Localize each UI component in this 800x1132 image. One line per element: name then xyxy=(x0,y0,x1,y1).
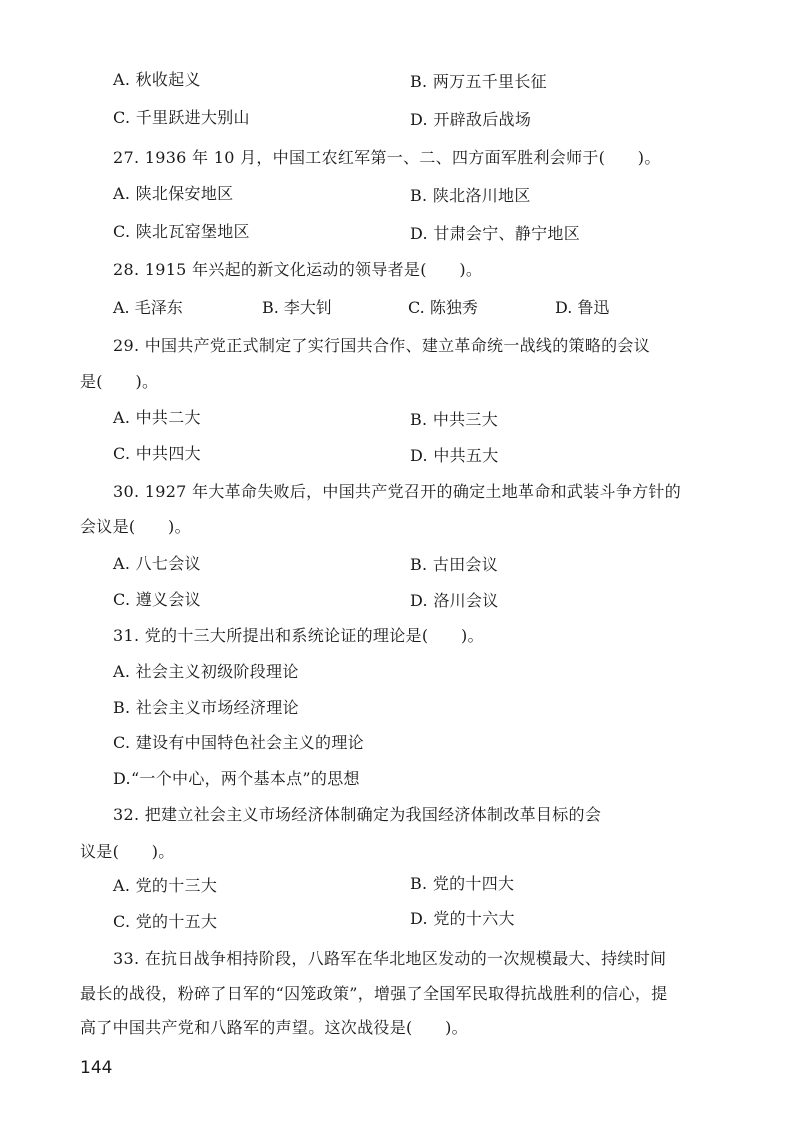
question-28-option-c: C. 陈独秀 xyxy=(408,298,478,317)
page-number: 144 xyxy=(80,1058,113,1078)
question-31-option-b: B. 社会主义市场经济理论 xyxy=(113,698,299,717)
question-28-stem: 28. 1915 年兴起的新文化运动的领导者是( )。 xyxy=(113,260,483,279)
question-30-stem-line-1: 30. 1927 年大革命失败后，中国共产党召开的确定土地革命和武装斗争方针的 xyxy=(113,482,682,501)
question-31-option-d: D.“一个中心，两个基本点”的思想 xyxy=(113,769,360,788)
question-31-option-c: C. 建设有中国特色社会主义的理论 xyxy=(113,733,364,752)
option-d: D. 开辟敌后战场 xyxy=(410,110,532,129)
question-32-option-b: B. 党的十四大 xyxy=(410,874,515,893)
question-28-option-b: B. 李大钊 xyxy=(262,298,332,317)
question-29-option-a: A. 中共二大 xyxy=(113,408,201,427)
question-27-option-c: C. 陕北瓦窑堡地区 xyxy=(113,222,250,241)
question-33-stem-line-1: 33. 在抗日战争相持阶段，八路军在华北地区发动的一次规模最大、持续时间 xyxy=(113,949,667,968)
option-c: C. 千里跃进大别山 xyxy=(113,108,250,127)
question-27-option-b: B. 陕北洛川地区 xyxy=(410,186,531,205)
question-30-option-a: A. 八七会议 xyxy=(113,554,201,573)
question-29-stem-line-1: 29. 中国共产党正式制定了实行国共合作、建立革命统一战线的策略的会议 xyxy=(113,336,651,355)
question-30-stem-line-2: 会议是( )。 xyxy=(80,517,191,536)
question-30-option-b: B. 古田会议 xyxy=(410,555,499,574)
question-33-stem-line-3: 高了中国共产党和八路军的声望。这次战役是( )。 xyxy=(80,1018,468,1037)
question-32-option-c: C. 党的十五大 xyxy=(113,912,218,931)
question-28-option-d: D. 鲁迅 xyxy=(555,298,610,317)
question-27-option-a: A. 陕北保安地区 xyxy=(113,184,234,203)
question-32-option-d: D. 党的十六大 xyxy=(410,909,515,928)
question-29-option-c: C. 中共四大 xyxy=(113,444,201,463)
question-32-stem-line-1: 32. 把建立社会主义市场经济体制确定为我国经济体制改革目标的会 xyxy=(113,805,602,824)
question-33-stem-line-2: 最长的战役，粉碎了日军的“囚笼政策”，增强了全国军民取得抗战胜利的信心，提 xyxy=(80,984,668,1003)
question-29-option-d: D. 中共五大 xyxy=(410,446,499,465)
question-30-option-c: C. 遵义会议 xyxy=(113,590,201,609)
question-31-option-a: A. 社会主义初级阶段理论 xyxy=(113,662,299,681)
question-29-option-b: B. 中共三大 xyxy=(410,410,499,429)
question-27-option-d: D. 甘肃会宁、静宁地区 xyxy=(410,224,581,243)
option-a: A. 秋收起义 xyxy=(113,70,201,89)
question-28-option-a: A. 毛泽东 xyxy=(113,298,183,317)
question-29-stem-line-2: 是( )。 xyxy=(80,372,159,391)
question-32-option-a: A. 党的十三大 xyxy=(113,876,218,895)
question-30-option-d: D. 洛川会议 xyxy=(410,591,499,610)
question-31-stem: 31. 党的十三大所提出和系统论证的理论是( )。 xyxy=(113,626,484,645)
question-27-stem: 27. 1936 年 10 月，中国工农红军第一、二、四方面军胜利会师于( )。 xyxy=(113,148,661,167)
question-32-stem-line-2: 议是( )。 xyxy=(80,842,175,861)
option-b: B. 两万五千里长征 xyxy=(410,72,547,91)
